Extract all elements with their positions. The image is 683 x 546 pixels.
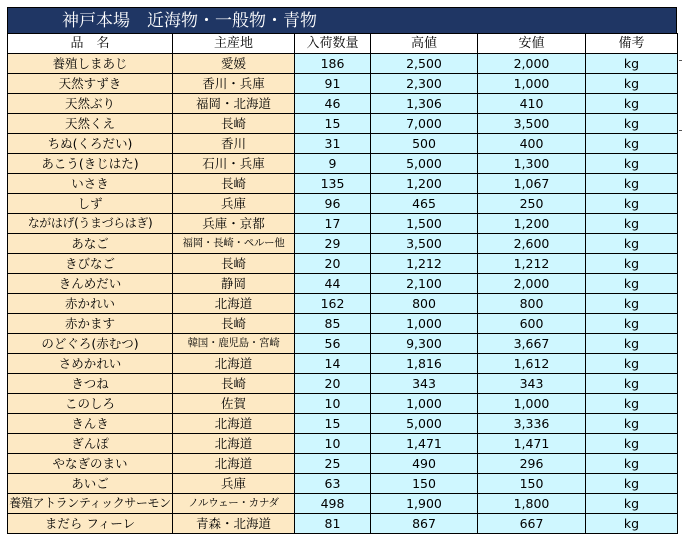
cell-item-name: 養殖アトランティックサーモン (8, 494, 173, 514)
cell-high-price: 5,000 (371, 154, 478, 174)
cell-unit: kg (586, 134, 678, 154)
cell-origin: 愛媛 (173, 54, 295, 74)
cell-low-price: 600 (478, 314, 586, 334)
cell-high-price: 5,000 (371, 414, 478, 434)
cell-low-price: 3,336 (478, 414, 586, 434)
edge-tick (679, 130, 682, 131)
cell-unit: kg (586, 154, 678, 174)
cell-item-name: さめかれい (8, 354, 173, 374)
cell-item-name: のどぐろ(赤むつ) (8, 334, 173, 354)
cell-unit: kg (586, 234, 678, 254)
cell-low-price: 2,000 (478, 274, 586, 294)
cell-high-price: 2,500 (371, 54, 478, 74)
cell-item-name: あなご (8, 234, 173, 254)
cell-origin: 北海道 (173, 434, 295, 454)
cell-quantity: 44 (295, 274, 371, 294)
cell-unit: kg (586, 494, 678, 514)
table-row (8, 74, 678, 94)
cell-high-price: 490 (371, 454, 478, 474)
table-row (8, 474, 678, 494)
cell-unit: kg (586, 374, 678, 394)
header-high-price: 高値 (371, 34, 478, 54)
cell-quantity: 81 (295, 514, 371, 534)
cell-low-price: 800 (478, 294, 586, 314)
cell-unit: kg (586, 174, 678, 194)
cell-high-price: 1,500 (371, 214, 478, 234)
cell-origin: 香川・兵庫 (173, 74, 295, 94)
table-row (8, 394, 678, 414)
cell-origin: 韓国・鹿児島・宮崎 (173, 334, 295, 354)
cell-quantity: 162 (295, 294, 371, 314)
cell-low-price: 1,612 (478, 354, 586, 374)
cell-low-price: 400 (478, 134, 586, 154)
price-table (7, 33, 678, 534)
cell-high-price: 1,900 (371, 494, 478, 514)
cell-origin: 長崎 (173, 374, 295, 394)
header-origin: 主産地 (173, 34, 295, 54)
cell-item-name: このしろ (8, 394, 173, 414)
cell-quantity: 20 (295, 254, 371, 274)
cell-unit: kg (586, 414, 678, 434)
cell-item-name: 天然くえ (8, 114, 173, 134)
cell-origin: 北海道 (173, 354, 295, 374)
table-row (8, 494, 678, 514)
cell-quantity: 10 (295, 394, 371, 414)
cell-origin: 北海道 (173, 414, 295, 434)
table-row (8, 154, 678, 174)
cell-quantity: 498 (295, 494, 371, 514)
cell-origin: 静岡 (173, 274, 295, 294)
cell-low-price: 667 (478, 514, 586, 534)
cell-high-price: 800 (371, 294, 478, 314)
cell-item-name: きつね (8, 374, 173, 394)
cell-origin: 兵庫・京都 (173, 214, 295, 234)
cell-quantity: 85 (295, 314, 371, 334)
table-row (8, 374, 678, 394)
cell-item-name: しず (8, 194, 173, 214)
cell-high-price: 7,000 (371, 114, 478, 134)
cell-origin: 長崎 (173, 114, 295, 134)
cell-item-name: 天然すずき (8, 74, 173, 94)
cell-low-price: 2,600 (478, 234, 586, 254)
cell-quantity: 91 (295, 74, 371, 94)
cell-item-name: きびなご (8, 254, 173, 274)
table-row (8, 234, 678, 254)
cell-unit: kg (586, 194, 678, 214)
table-row (8, 194, 678, 214)
cell-item-name: いさき (8, 174, 173, 194)
cell-low-price: 1,067 (478, 174, 586, 194)
cell-high-price: 343 (371, 374, 478, 394)
cell-quantity: 14 (295, 354, 371, 374)
cell-unit: kg (586, 274, 678, 294)
header-low-price: 安値 (478, 34, 586, 54)
cell-unit: kg (586, 74, 678, 94)
table-row (8, 414, 678, 434)
cell-low-price: 3,667 (478, 334, 586, 354)
cell-unit: kg (586, 314, 678, 334)
cell-unit: kg (586, 434, 678, 454)
cell-quantity: 63 (295, 474, 371, 494)
cell-low-price: 150 (478, 474, 586, 494)
cell-unit: kg (586, 514, 678, 534)
header-row (8, 34, 678, 54)
cell-item-name: きんき (8, 414, 173, 434)
cell-high-price: 867 (371, 514, 478, 534)
cell-high-price: 1,000 (371, 314, 478, 334)
table-row (8, 294, 678, 314)
cell-origin: 香川 (173, 134, 295, 154)
cell-quantity: 15 (295, 414, 371, 434)
table-row (8, 254, 678, 274)
cell-item-name: やなぎのまい (8, 454, 173, 474)
cell-high-price: 2,100 (371, 274, 478, 294)
cell-item-name: きんめだい (8, 274, 173, 294)
edge-tick (679, 60, 682, 61)
cell-unit: kg (586, 354, 678, 374)
cell-item-name: 赤かれい (8, 294, 173, 314)
cell-quantity: 20 (295, 374, 371, 394)
cell-high-price: 9,300 (371, 334, 478, 354)
cell-origin: 北海道 (173, 454, 295, 474)
cell-high-price: 150 (371, 474, 478, 494)
table-row (8, 134, 678, 154)
cell-low-price: 1,000 (478, 394, 586, 414)
cell-unit: kg (586, 454, 678, 474)
cell-item-name: 養殖しまあじ (8, 54, 173, 74)
header-name: 品 名 (8, 34, 173, 54)
table-row (8, 454, 678, 474)
cell-high-price: 1,200 (371, 174, 478, 194)
cell-high-price: 1,471 (371, 434, 478, 454)
cell-quantity: 17 (295, 214, 371, 234)
cell-item-name: 赤かます (8, 314, 173, 334)
cell-high-price: 1,306 (371, 94, 478, 114)
table-row (8, 174, 678, 194)
cell-origin: 佐賀 (173, 394, 295, 414)
table-row (8, 514, 678, 534)
cell-origin: 福岡・長崎・ペルー他 (173, 234, 295, 254)
cell-unit: kg (586, 54, 678, 74)
table-row (8, 354, 678, 374)
cell-origin: 福岡・北海道 (173, 94, 295, 114)
cell-low-price: 250 (478, 194, 586, 214)
cell-quantity: 186 (295, 54, 371, 74)
table-row (8, 54, 678, 74)
cell-unit: kg (586, 94, 678, 114)
cell-origin: 長崎 (173, 254, 295, 274)
cell-item-name: まだら フィーレ (8, 514, 173, 534)
table-row (8, 314, 678, 334)
header-remarks: 備考 (586, 34, 678, 54)
cell-high-price: 3,500 (371, 234, 478, 254)
cell-origin: 兵庫 (173, 474, 295, 494)
cell-origin: ノルウェー・カナダ (173, 494, 295, 514)
table-row (8, 94, 678, 114)
table-row (8, 274, 678, 294)
cell-quantity: 29 (295, 234, 371, 254)
cell-low-price: 3,500 (478, 114, 586, 134)
cell-quantity: 46 (295, 94, 371, 114)
price-sheet (7, 7, 677, 534)
cell-quantity: 56 (295, 334, 371, 354)
cell-origin: 青森・北海道 (173, 514, 295, 534)
cell-item-name: ちぬ(くろだい) (8, 134, 173, 154)
table-row (8, 334, 678, 354)
cell-unit: kg (586, 334, 678, 354)
cell-unit: kg (586, 254, 678, 274)
cell-low-price: 343 (478, 374, 586, 394)
cell-low-price: 1,471 (478, 434, 586, 454)
cell-item-name: ながはげ(うまづらはぎ) (8, 214, 173, 234)
cell-unit: kg (586, 474, 678, 494)
cell-origin: 長崎 (173, 174, 295, 194)
cell-quantity: 15 (295, 114, 371, 134)
cell-origin: 北海道 (173, 294, 295, 314)
table-row (8, 114, 678, 134)
cell-quantity: 25 (295, 454, 371, 474)
cell-quantity: 10 (295, 434, 371, 454)
table-row (8, 214, 678, 234)
cell-low-price: 410 (478, 94, 586, 114)
cell-high-price: 500 (371, 134, 478, 154)
header-quantity: 入荷数量 (295, 34, 371, 54)
cell-low-price: 2,000 (478, 54, 586, 74)
cell-high-price: 465 (371, 194, 478, 214)
cell-low-price: 1,300 (478, 154, 586, 174)
table-row (8, 434, 678, 454)
cell-origin: 兵庫 (173, 194, 295, 214)
cell-unit: kg (586, 394, 678, 414)
cell-unit: kg (586, 294, 678, 314)
cell-origin: 長崎 (173, 314, 295, 334)
cell-origin: 石川・兵庫 (173, 154, 295, 174)
cell-quantity: 31 (295, 134, 371, 154)
sheet-title: 神戸本場 近海物・一般物・青物 (7, 7, 677, 33)
cell-low-price: 1,800 (478, 494, 586, 514)
cell-high-price: 2,300 (371, 74, 478, 94)
cell-low-price: 1,212 (478, 254, 586, 274)
cell-quantity: 135 (295, 174, 371, 194)
cell-item-name: 天然ぶり (8, 94, 173, 114)
cell-high-price: 1,212 (371, 254, 478, 274)
cell-high-price: 1,000 (371, 394, 478, 414)
cell-unit: kg (586, 214, 678, 234)
cell-low-price: 296 (478, 454, 586, 474)
cell-quantity: 9 (295, 154, 371, 174)
cell-item-name: あこう(きじはた) (8, 154, 173, 174)
cell-item-name: あいご (8, 474, 173, 494)
cell-unit: kg (586, 114, 678, 134)
cell-item-name: ぎんぽ (8, 434, 173, 454)
cell-low-price: 1,200 (478, 214, 586, 234)
cell-quantity: 96 (295, 194, 371, 214)
cell-low-price: 1,000 (478, 74, 586, 94)
cell-high-price: 1,816 (371, 354, 478, 374)
